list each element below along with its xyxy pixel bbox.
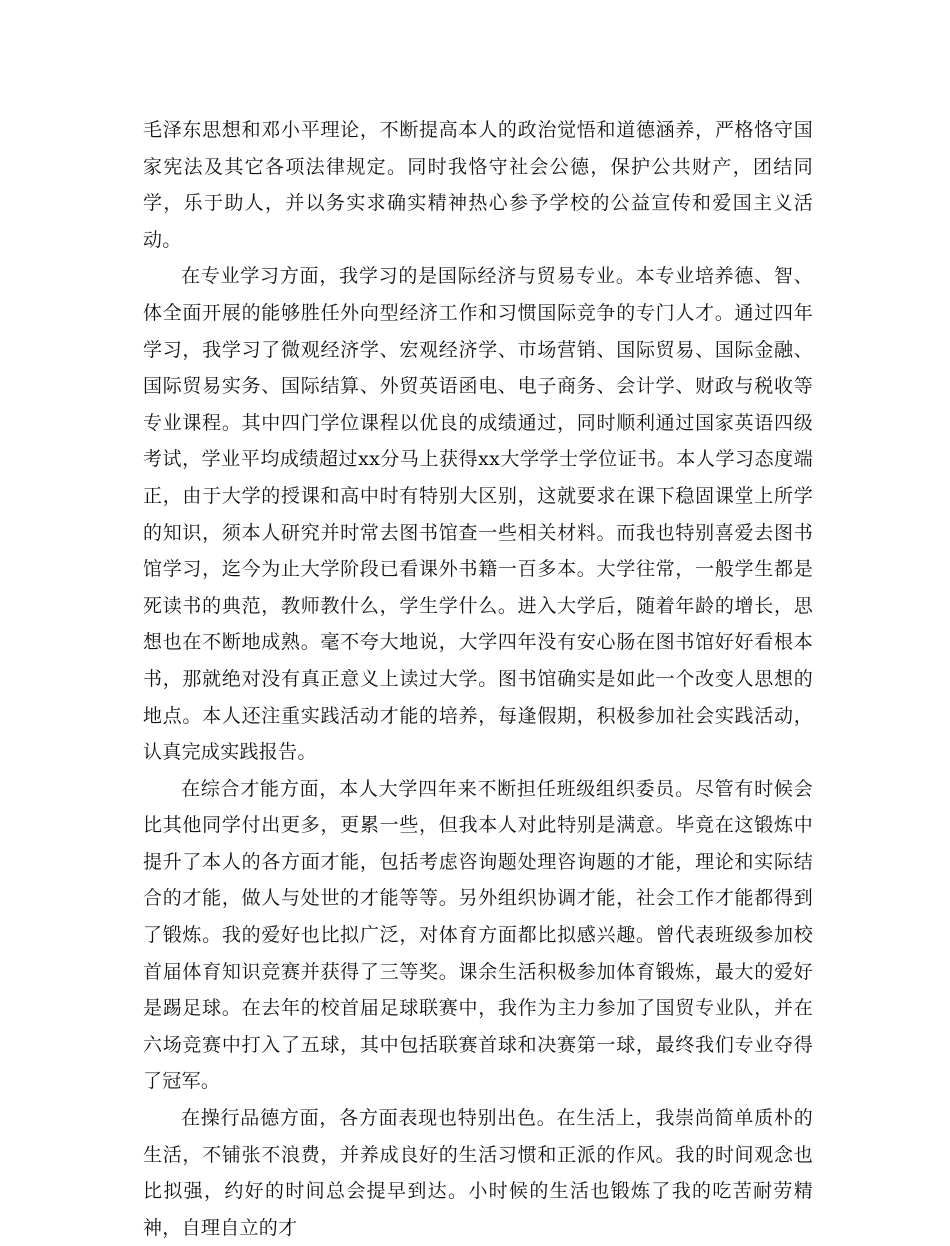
paragraph-academic-study: 在专业学习方面，我学习的是国际经济与贸易专业。本专业培养德、智、体全面开展的能够胜任外向型经济工作和习惯国际竞争的专门人才。通过四年学习，我学习了微观经济学、宏观经济学、市场营销、国际贸易、国际金融、国际贸易实务、国际结算、外贸英语函电、电子商务、会计学、财政与税收等专业课程。其中四门学位课程以优良的成绩通过，同时顺利通过国家英语四级考试，学业平均成绩超过xx分马上获得xx大学学士学位证书。本人学习态度端正，由于大学的授课和高中时有特别大区别，这就要求在课下稳固课堂上所学的知识，须本人研究并时常去图书馆查一些相关材料。而我也特别喜爱去图书馆学习，迄今为止大学阶段已看课外书籍一百多本。大学往常，一般学生都是死读书的典范，教师教什么，学生学什么。进入大学后，随着年龄的增长，思想也在不断地成熟。毫不夸大地说，大学四年没有安心肠在图书馆好好看根本书，那就绝对没有真正意义上读过大学。图书馆确实是如此一个改变人思想的地点。本人还注重实践活动才能的培养，每逢假期，积极参加社会实践活动，认真完成实践报告。 — [143, 265, 813, 764]
paragraph-moral-conduct: 在操行品德方面，各方面表现也特别出色。在生活上，我崇尚简单质朴的生活，不铺张不浪费，并养成良好的生活习惯和正派的作风。我的时间观念也比拟强，约好的时间总会提早到达。小时候的生活也锻炼了我的吃苦耐劳精神，自理自立的才 — [143, 1107, 813, 1239]
paragraph-1-continuation: 毛泽东思想和邓小平理论，不断提高本人的政治觉悟和道德涵养，严格恪守国家宪法及其它各项法律规定。同时我恪守社会公德，保护公共财产，团结同学，乐于助人，并以务实求确实精神热心参予学校的公益宣传和爱国主义活动。 — [143, 119, 813, 251]
paragraph-comprehensive-ability: 在综合才能方面，本人大学四年来不断担任班级组织委员。尽管有时候会比其他同学付出更多，更累一些，但我本人对此特别是满意。毕竟在这锻炼中提升了本人的各方面才能，包括考虑咨询题处理咨询题的才能，理论和实际结合的才能，做人与处世的才能等等。另外组织协调才能，社会工作才能都得到了锻炼。我的爱好也比拟广泛，对体育方面都比拟感兴趣。曾代表班级参加校首届体育知识竞赛并获得了三等奖。课余生活积极参加体育锻炼，最大的爱好是踢足球。在去年的校首届足球联赛中，我作为主力参加了国贸专业队，并在六场竞赛中打入了五球，其中包括联赛首球和决赛第一球，最终我们专业夺得了冠军。 — [143, 777, 813, 1093]
body-text — [143, 112, 813, 1246]
